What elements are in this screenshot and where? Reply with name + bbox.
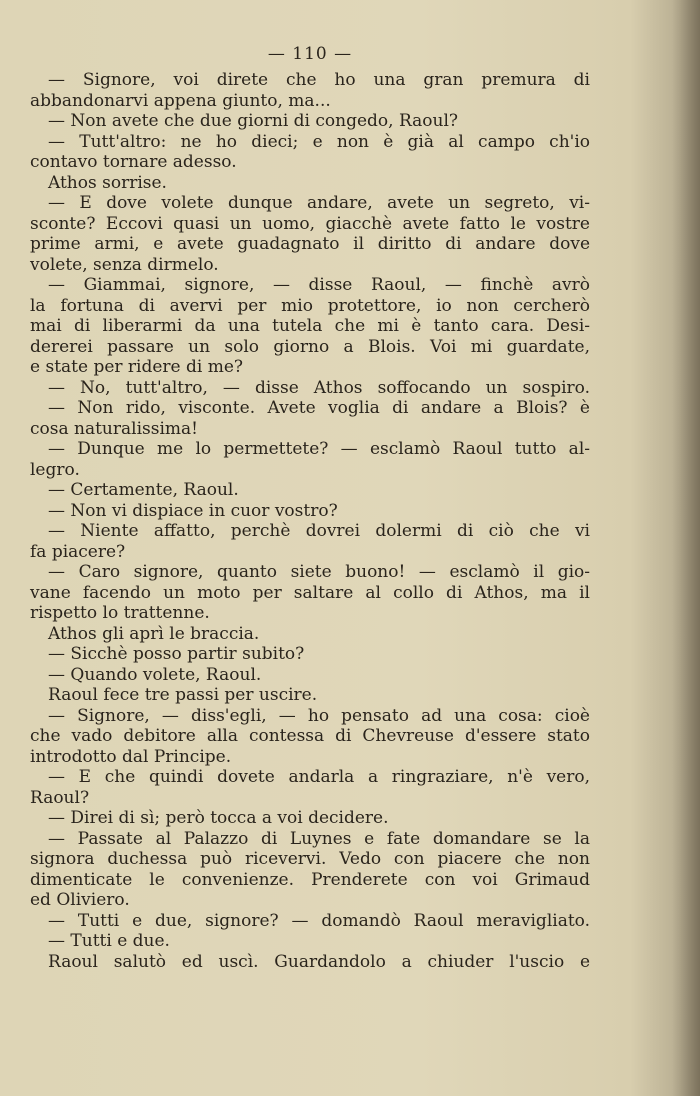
text-line: e state per ridere di me?	[30, 357, 244, 377]
text-line: legro.	[30, 459, 80, 480]
text-line: — Signore, — diss'egli, — ho pensato ad una cosa: cioè	[48, 705, 590, 726]
text-line: — Non rido, visconte. Avete voglia di andare a Blois? è	[48, 398, 590, 418]
text-line: Athos sorrise.	[48, 172, 167, 193]
page-number: — 110 —	[267, 44, 353, 64]
text-line: — Tutti e due.	[48, 931, 170, 951]
body-text	[30, 70, 590, 972]
text-line: fa piacere?	[30, 541, 126, 562]
text-line: Raoul fece tre passi per uscire.	[48, 685, 318, 705]
text-line: — Giammai, signore, — disse Raoul, — finchè avrò	[48, 275, 590, 295]
text-line: signora duchessa può ricevervi. Vedo con piacere che non	[30, 849, 590, 869]
text-line: — Caro signore, quanto siete buono! — esclamò il gio-	[48, 562, 590, 582]
text-line: dimenticate le convenienze. Prenderete con voi Grimaud	[30, 869, 590, 890]
text-line: mai di liberarmi da una tutela che mi è tanto cara. Desi-	[30, 316, 590, 336]
text-line: — Sicchè posso partir subito?	[48, 644, 305, 664]
text-line: che vado debitore alla contessa di Chevreuse d'essere stato	[30, 726, 590, 746]
text-line: Athos gli aprì le braccia.	[48, 623, 260, 644]
text-line: — Niente affatto, perchè dovrei dolermi di ciò che vi	[48, 521, 590, 541]
text-line: — Non avete che due giorni di congedo, Raoul?	[48, 111, 459, 131]
text-line: cosa naturalissima!	[30, 418, 198, 439]
text-line: introdotto dal Principe.	[30, 746, 232, 767]
text-line: Raoul salutò ed uscì. Guardandolo a chiuder l'uscio e	[48, 951, 590, 972]
text-line: dererei passare un solo giorno a Blois. Voi mi guardate,	[30, 336, 590, 357]
text-line: la fortuna di avervi per mio protettore, io non cercherò	[30, 295, 590, 316]
text-line: — Tutt'altro: ne ho dieci; e non è già al campo ch'io	[48, 131, 590, 152]
text-line: contavo tornare adesso.	[30, 152, 237, 172]
text-line: — Tutti e due, signore? — domandò Raoul meravigliato.	[48, 910, 590, 931]
text-line: — Direi di sì; però tocca a voi decidere.	[48, 808, 389, 828]
page-edge-shadow	[672, 0, 700, 1096]
text-line: sconte? Eccovi quasi un uomo, giacchè avete fatto le vostre	[30, 213, 590, 234]
text-line: — Non vi dispiace in cuor vostro?	[48, 500, 338, 521]
text-line: vane facendo un moto per saltare al collo di Athos, ma il	[30, 582, 590, 603]
text-line: — E dove volete dunque andare, avete un segreto, vi-	[48, 193, 590, 213]
text-line: — Signore, voi direte che ho una gran premura di	[48, 70, 590, 90]
text-line: Raoul?	[30, 787, 90, 808]
text-line: abbandonarvi appena giunto, ma...	[30, 90, 331, 111]
text-line: volete, senza dirmelo.	[30, 254, 219, 275]
text-line: — Passate al Palazzo di Luynes e fate domandare se la	[48, 828, 590, 849]
text-line: — No, tutt'altro, — disse Athos soffocando un sospiro.	[48, 377, 590, 398]
text-line: — Dunque me lo permettete? — esclamò Raoul tutto al-	[48, 439, 590, 459]
text-line: — Certamente, Raoul.	[48, 480, 239, 500]
text-line: — Quando volete, Raoul.	[48, 664, 262, 685]
text-line: prime armi, e avete guadagnato il diritto di andare dove	[30, 234, 590, 254]
text-line: rispetto lo trattenne.	[30, 603, 210, 623]
text-line: ed Oliviero.	[30, 890, 130, 910]
text-line: — E che quindi dovete andarla a ringraziare, n'è vero,	[48, 767, 590, 787]
